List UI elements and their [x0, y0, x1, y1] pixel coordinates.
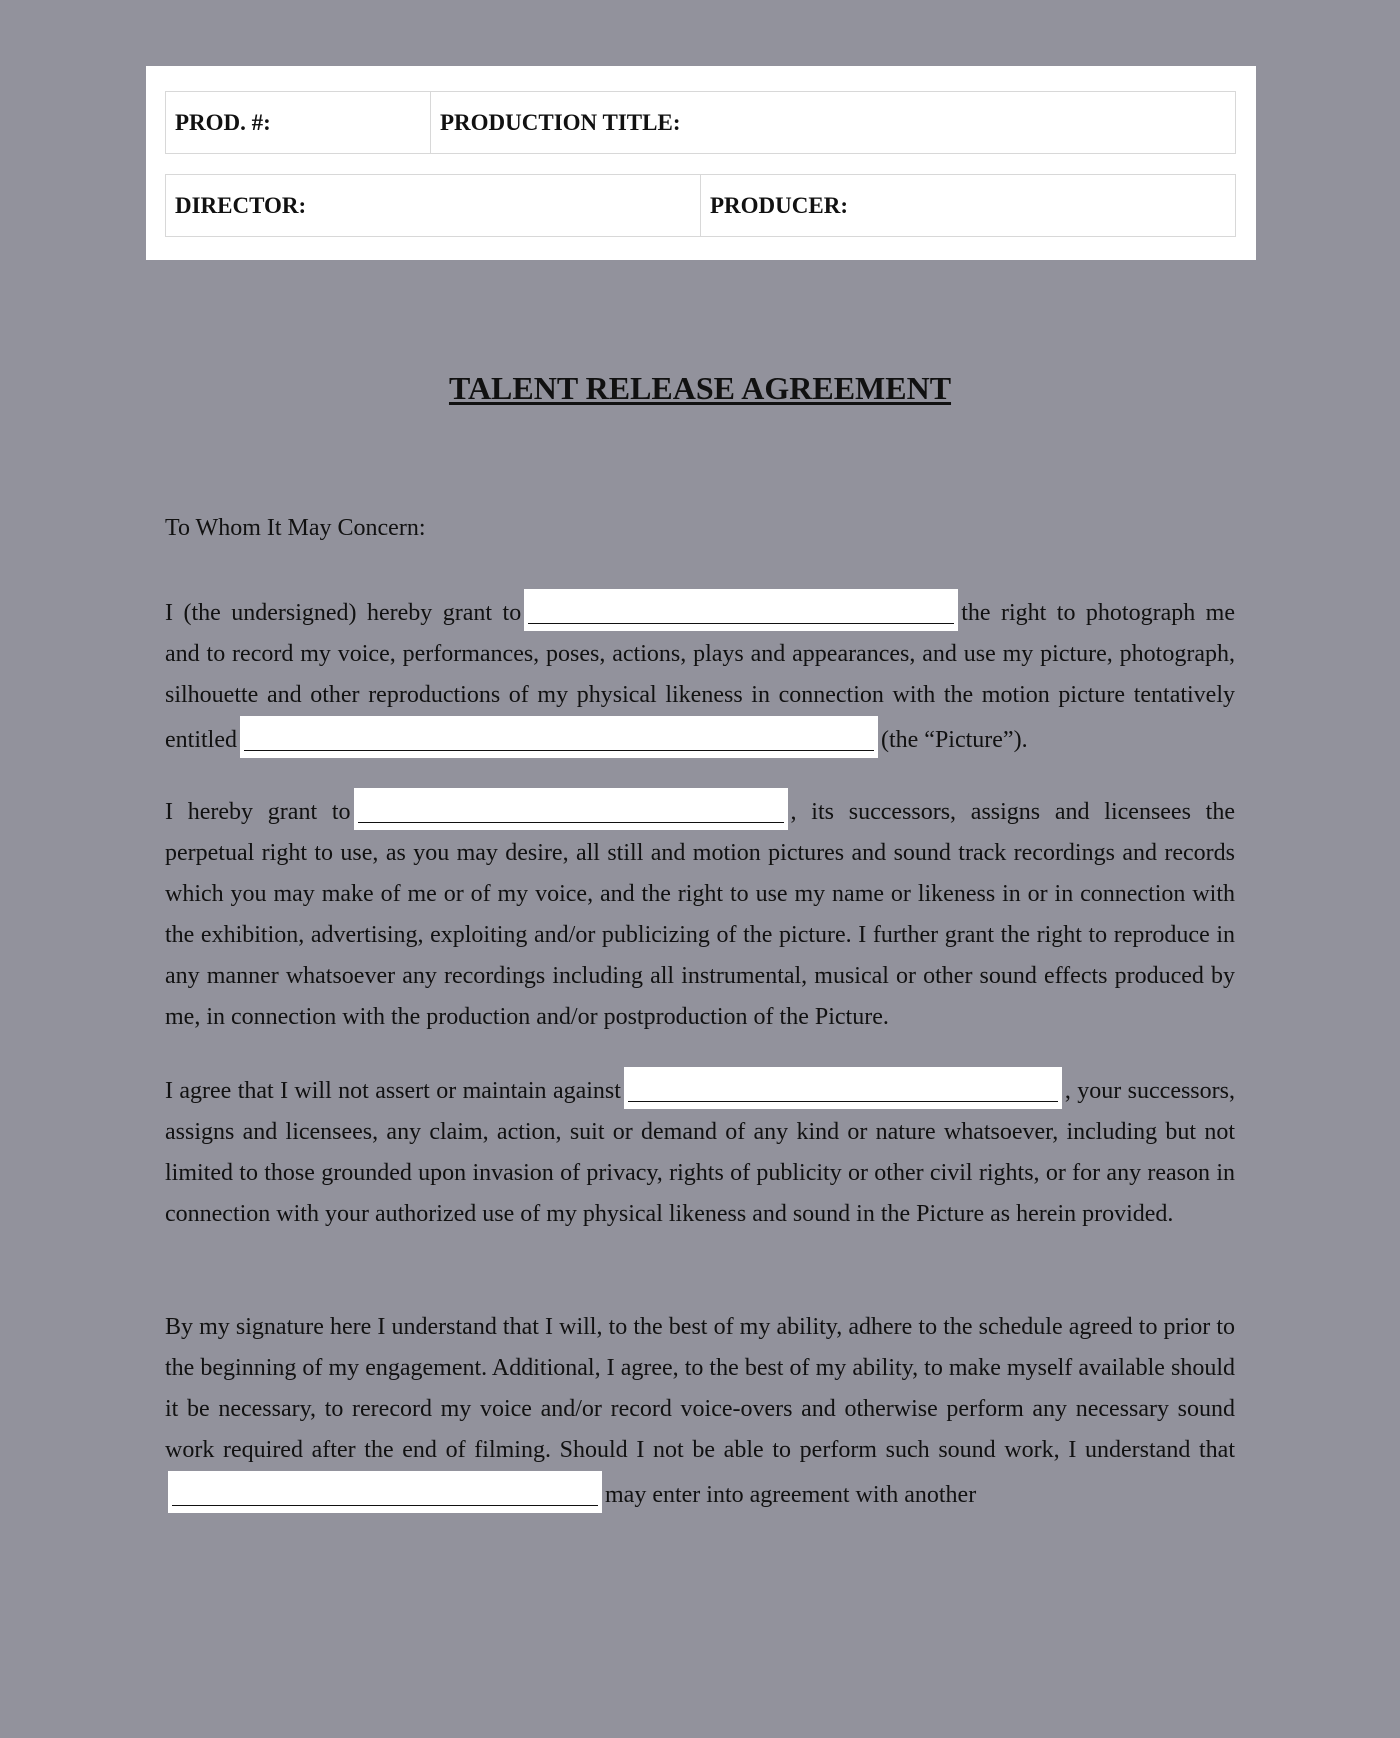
sound-work-party-field[interactable]: [168, 1471, 602, 1513]
claims-party-field[interactable]: [624, 1067, 1062, 1109]
prod-number-label: PROD. #:: [175, 109, 271, 135]
producer-field[interactable]: [701, 175, 1235, 236]
document-title: TALENT RELEASE AGREEMENT: [448, 370, 952, 406]
production-title-label: PRODUCTION TITLE:: [440, 109, 681, 135]
p4-text-before: By my signature here I understand that I will, to the best of my ability, adhere to the schedule agreed to prior to the beginning of my engagement. Additional, I agree, to the best of my ability, to make myself available should it be necessary, to rerecord my voice and/or record voice-overs and otherwise perform any necessary sound work required after the end of filming. Should I not be able to perform such sound work, I understand that: [165, 1314, 1235, 1463]
p1-text-after: (the “Picture”).: [880, 727, 1028, 753]
p3-text-after: , your successors, assigns and licensees, any claim, action, suit or demand of any kind or nature whatsoever, including but not limited to those grounded upon invasion of privacy, rights of publicity or other civil rights, or for any reason in connection with your authorized use of my physical likeness and sound in the Picture as herein provided.: [165, 1078, 1235, 1227]
p1-text-before: I (the undersigned) hereby grant to: [165, 600, 522, 626]
p3-text-before: I agree that I will not assert or maintain against: [165, 1078, 621, 1104]
paragraph-schedule-sound-work: [165, 1307, 1235, 1516]
director-label: DIRECTOR:: [175, 192, 307, 218]
production-info-header: [146, 66, 1256, 260]
p2-text-after: , its successors, assigns and licensees the perpetual right to use, as you may desire, all still and motion pictures and sound track recordings and records which you may make of me or of my voice, and the right to use my name or likeness in or in connection with the exhibition, advertising, exploiting and/or publicizing of the picture. I further grant the right to reproduce in any manner whatsoever any recordings including all instrumental, musical or other sound effects produced by me, in connection with the production and/or postproduction of the Picture.: [165, 799, 1235, 1030]
paragraph-grant-photograph: [165, 589, 1235, 761]
producer-label: PRODUCER:: [710, 192, 848, 218]
p1-text-middle: the right to photograph me and to record my voice, performances, poses, actions, plays and appearances, and use my picture, photograph, silhouette and other reproductions of my physical likeness in connection with the motion picture tentatively entitled: [165, 600, 1235, 753]
rights-grantee-field[interactable]: [354, 788, 788, 830]
production-title-field[interactable]: [431, 92, 1235, 153]
director-field[interactable]: [166, 175, 701, 236]
p4-text-after: may enter into agreement with another: [605, 1482, 977, 1508]
paragraph-no-claims: [165, 1067, 1235, 1235]
prod-number-field[interactable]: [166, 92, 431, 153]
p2-text-before: I hereby grant to: [165, 799, 351, 825]
header-row-production: [165, 91, 1236, 154]
grantee-name-field[interactable]: [524, 589, 958, 631]
header-row-people: [165, 174, 1236, 237]
picture-title-field[interactable]: [240, 716, 878, 758]
paragraph-perpetual-rights: [165, 788, 1235, 1038]
salutation: To Whom It May Concern:: [165, 515, 426, 541]
